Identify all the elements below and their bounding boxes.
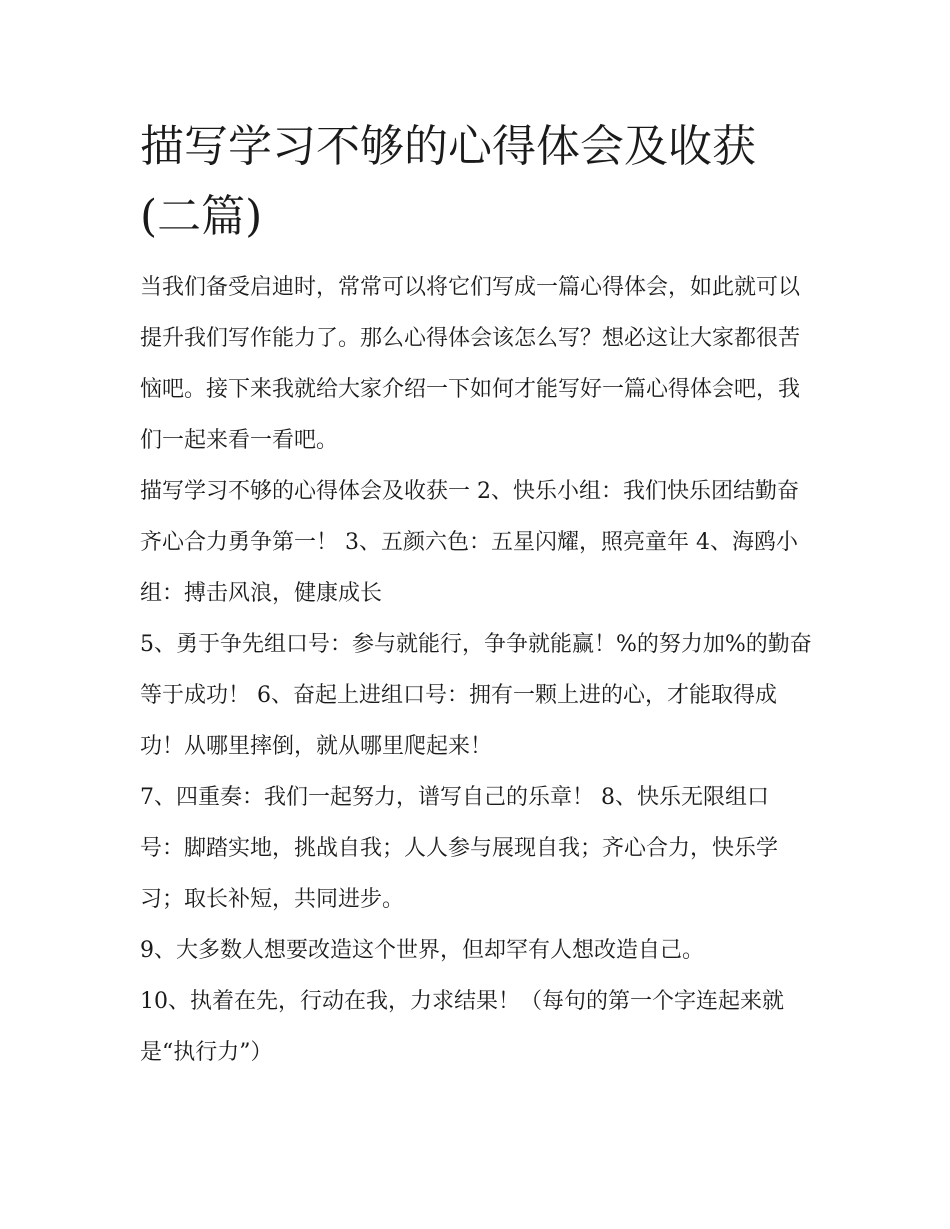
- paragraph-slogans-2: 5、勇于争先组口号：参与就能行，争争就能赢！%的努力加%的勤奋等于成功！ 6、奋起上进组口号：拥有一颗上进的心，才能取得成功！从哪里摔倒，就从哪里爬起来！: [140, 632, 812, 759]
- document-title: 描写学习不够的心得体会及收获(二篇): [140, 121, 756, 242]
- paragraph-slogans-1: 描写学习不够的心得体会及收获一 2、快乐小组：我们快乐团结勤奋齐心合力勇争第一！ 3、五颜六色：五星闪耀，照亮童年 4、海鸥小组：搏击风浪，健康成长: [140, 479, 799, 606]
- paragraph-slogans-5: 10、执着在先，行动在我，力求结果！（每句的第一个字连起来就是“执行力”）: [140, 989, 784, 1065]
- paragraph-slogans-4: 9、大多数人想要改造这个世界，但却罕有人想改造自己。: [140, 938, 704, 963]
- paragraph-slogans-3: 7、四重奏：我们一起努力，谱写自己的乐章！ 8、快乐无限组口号：脚踏实地，挑战自我；人人参与展现自我；齐心合力，快乐学习；取长补短，共同进步。: [140, 785, 779, 912]
- paragraph-intro: 当我们备受启迪时，常常可以将它们写成一篇心得体会，如此就可以提升我们写作能力了。那么心得体会该怎么写？想必这让大家都很苦恼吧。接下来我就给大家介绍一下如何才能写好一篇心得体会吧，我们一起来看一看吧。: [140, 275, 801, 453]
- document-body: [140, 112, 812, 1078]
